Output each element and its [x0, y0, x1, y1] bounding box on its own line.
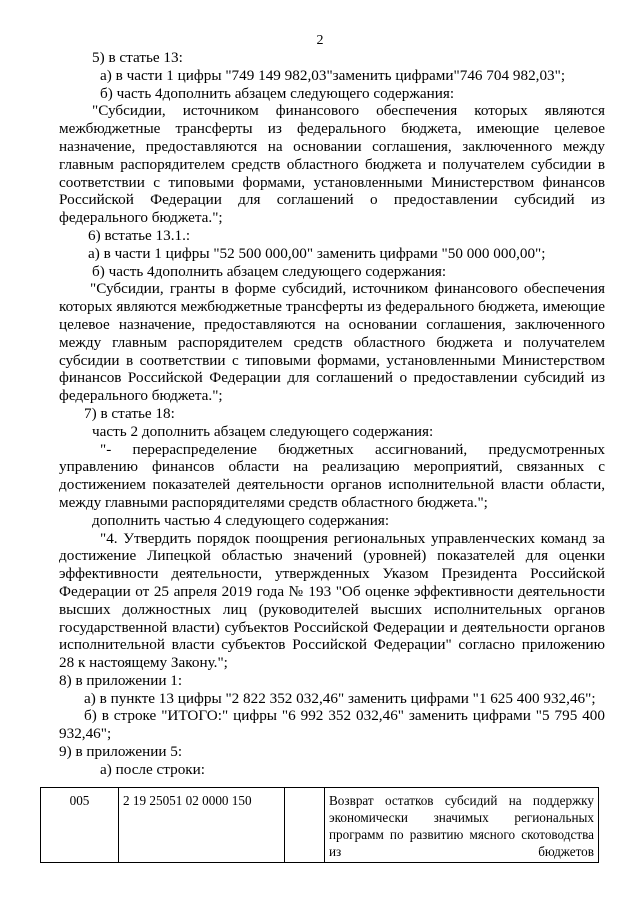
- paragraph-quote-subsidies: "Субсидии, источником финансового обеспечения которых являются межбюджетные трансферты из федерального бюджета, имеющие целевое назначение, предоставляются на основании соглашения, заключенного между главным распорядителем средств областного бюджета и получателем субсидии в соответствии с типовыми формами, установленными Министерством финансов Российской Федерации для соглашений о предоставлении субсидий из федерального бюджета.";: [59, 102, 605, 227]
- paragraph-item-5a: а) в части 1 цифры "749 149 982,03"заменить цифрами"746 704 982,03";: [100, 66, 566, 84]
- paragraph-item-7-part2: часть 2 дополнить абзацем следующего содержания:: [92, 422, 434, 440]
- paragraph-quote-incentives: "4. Утвердить порядок поощрения региональных управленческих команд за достижение Липецкой областью значений (уровней) показателей для оценки эффективности деятельности, утвержденных Указом Президента Российской Федерации от 25 апреля 2019 года № 193 "Об оценке эффективности деятельности высших должностных лиц (руководителей высших исполнительных органов государственной власти) субъектов Российской Федерации и деятельности органов исполнительной власти субъектов Российской Федерации" согласно приложению 28 к настоящему Закону.";: [59, 529, 605, 672]
- table-cell-kbk: 2 19 25051 02 0000 150: [119, 788, 285, 863]
- paragraph-item-7-part4: дополнить частью 4 следующего содержания:: [92, 511, 390, 529]
- paragraph-item-5: 5) в статье 13:: [92, 49, 183, 66]
- table-cell-description: Возврат остатков субсидий на поддержку экономически значимых региональных программ по развитию мясного скотоводства из бюджетов: [325, 788, 599, 863]
- table-cell-code: 005: [41, 788, 119, 863]
- paragraph-item-7: 7) в статье 18:: [84, 404, 175, 422]
- paragraph-quote-reallocation: "- перераспределение бюджетных ассигнований, предусмотренных управлению финансов области на реализацию мероприятий, связанных с достижением показателей деятельности органов исполнительной власти области, между главными распорядителями средств областного бюджета.";: [59, 440, 605, 511]
- table-cell-blank: [285, 788, 325, 863]
- paragraph-item-8a: а) в пункте 13 цифры "2 822 352 032,46" заменить цифрами "1 625 400 932,46";: [84, 689, 596, 707]
- page-number: 2: [316, 33, 324, 48]
- paragraph-item-6: 6) встатье 13.1.:: [88, 226, 191, 244]
- paragraph-quote-grants: "Субсидии, гранты в форме субсидий, источником финансового обеспечения которых являются межбюджетные трансферты из федерального бюджета, имеющие целевое назначение, предоставляются на основании соглашения, заключенного между главным распорядителем средств областного бюджета и получателем субсидии в соответствии с типовыми формами, установленными Министерством финансов Российской Федерации для соглашений о предоставлении субсидий из федерального бюджета.";: [59, 280, 605, 405]
- paragraph-item-8b: б) в строке "ИТОГО:" цифры "6 992 352 032,46" заменить цифрами "5 795 400 932,46";: [59, 707, 605, 743]
- paragraph-item-6b: б) часть 4дополнить абзацем следующего содержания:: [92, 262, 447, 280]
- document-body: [59, 49, 605, 779]
- paragraph-item-5b: б) часть 4дополнить абзацем следующего содержания:: [100, 84, 455, 102]
- paragraph-item-8: 8) в приложении 1:: [59, 671, 183, 689]
- paragraph-item-6a: а) в части 1 цифры "52 500 000,00" заменить цифрами "50 000 000,00";: [88, 244, 546, 262]
- budget-table: [40, 787, 599, 863]
- table-row: [41, 788, 599, 863]
- paragraph-item-9a: а) после строки:: [100, 760, 206, 778]
- paragraph-item-9: 9) в приложении 5:: [59, 743, 183, 761]
